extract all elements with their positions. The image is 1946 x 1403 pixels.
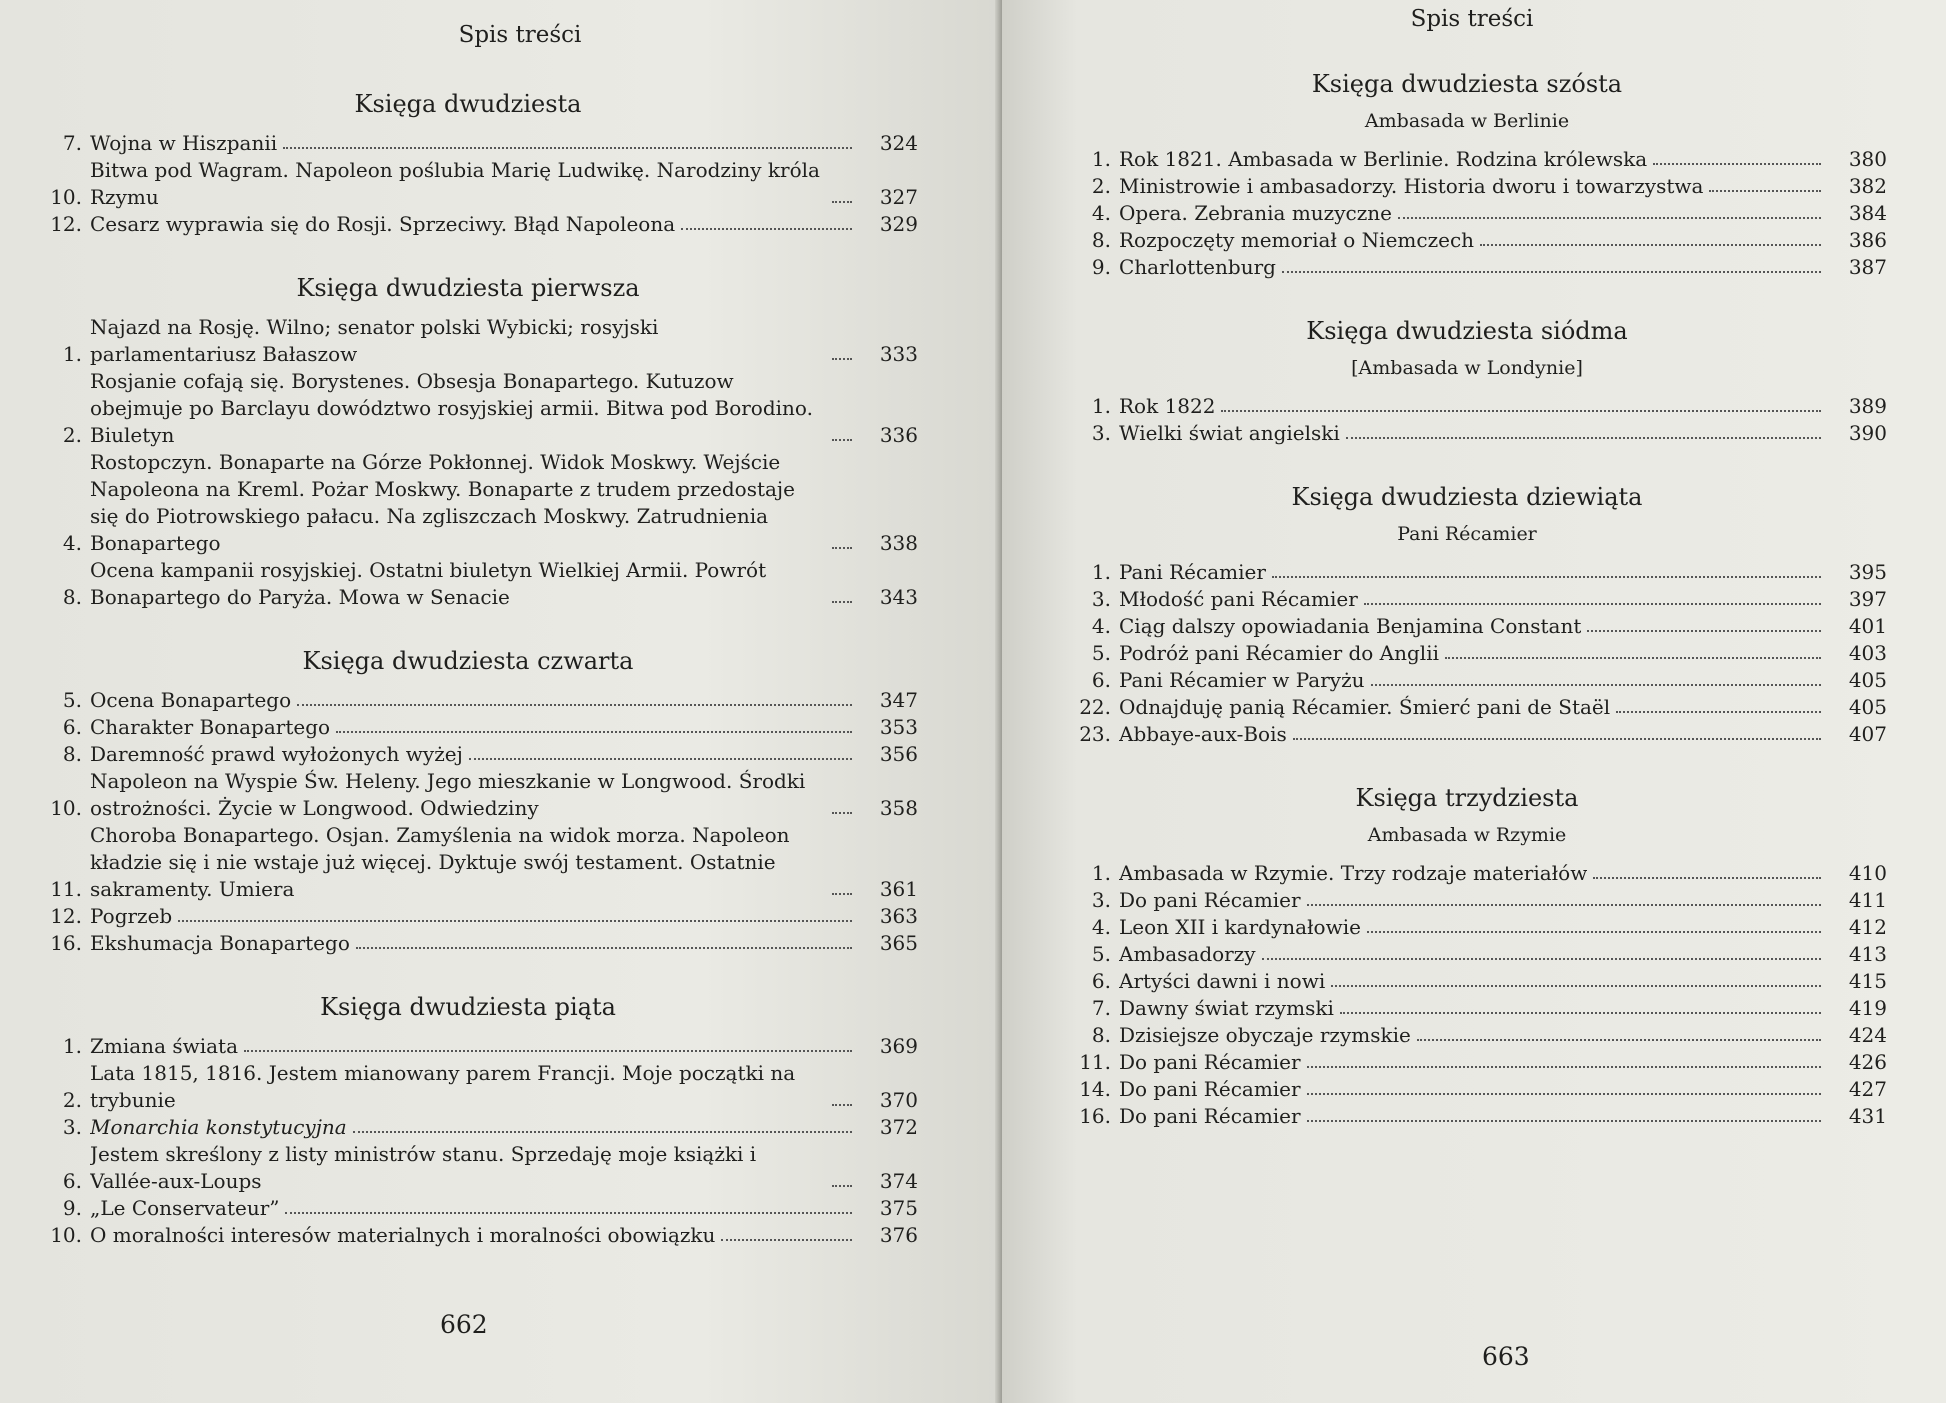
page-number: 663 [1482, 1342, 1530, 1371]
entry-number: 6. [1091, 668, 1111, 692]
entry-page-number: 401 [1848, 614, 1887, 638]
dot-leader [1445, 657, 1821, 659]
entry-page-number: 376 [879, 1223, 918, 1247]
entry-number: 6. [62, 1169, 82, 1193]
entry-number: 1. [1091, 147, 1111, 171]
entry-page-number: 372 [879, 1115, 918, 1139]
entry-title: Choroba Bonapartego. Osjan. Zamyślenia na widok morza. Napoleon kładzie się i nie wstaje już więcej. Dyktuje swój testament. Ostatnie sakramenty. Umiera [90, 823, 790, 901]
dot-leader [832, 547, 852, 549]
dot-leader [1272, 576, 1821, 578]
entry-title: Lata 1815, 1816. Jestem mianowany parem Francji. Moje początki na trybunie [90, 1061, 796, 1112]
toc-entry [1047, 995, 1887, 1022]
toc-entry [1047, 694, 1887, 721]
entry-title: Do pani Récamier [1119, 888, 1301, 912]
entry-page-number: 382 [1848, 174, 1887, 198]
dot-leader [1364, 603, 1821, 605]
toc-entry [18, 557, 918, 611]
toc-entry [18, 157, 918, 211]
entry-number: 8. [62, 742, 82, 766]
entry-page-number: 412 [1848, 915, 1887, 939]
running-head: Spis treści [1410, 6, 1534, 32]
entry-page-number: 389 [1848, 394, 1887, 418]
entry-number: 1. [1091, 560, 1111, 584]
entry-page-number: 333 [879, 342, 918, 366]
book-heading: Księga dwudziesta pierwsza [296, 274, 640, 302]
dot-leader [832, 439, 852, 441]
dot-leader [1307, 1120, 1821, 1122]
book-spacer [18, 957, 918, 975]
toc-entry [18, 211, 918, 238]
section-heading: Ambasada w Rzymie [1367, 824, 1567, 846]
toc-entry [1047, 968, 1887, 995]
dot-leader [178, 920, 852, 922]
entry-page-number: 370 [879, 1088, 918, 1112]
book-heading: Księga dwudziesta siódma [1306, 317, 1628, 345]
dot-leader [832, 601, 852, 603]
entry-page-number: 324 [879, 131, 918, 155]
entry-number: 4. [62, 531, 82, 555]
entry-page-number: 415 [1848, 969, 1887, 993]
dot-leader [1417, 1039, 1821, 1041]
book-heading: Księga dwudziesta [354, 90, 582, 118]
entry-page-number: 386 [1848, 228, 1887, 252]
toc-entry [18, 930, 918, 957]
toc-entry [18, 687, 918, 714]
entry-number: 3. [62, 1115, 82, 1139]
toc-content [18, 72, 918, 1267]
toc-entry [18, 741, 918, 768]
toc-entry [1047, 613, 1887, 640]
entry-page-number: 411 [1848, 888, 1887, 912]
dot-leader [1653, 163, 1821, 165]
dot-leader [1221, 410, 1821, 412]
entry-title: Artyści dawni i nowi [1119, 969, 1326, 993]
dot-leader [297, 704, 852, 706]
dot-leader [244, 1050, 852, 1052]
dot-leader [1340, 1012, 1821, 1014]
entry-number: 2. [62, 423, 82, 447]
entry-title: Cesarz wyprawia się do Rosji. Sprzeciwy. Błąd Napoleona [90, 212, 676, 236]
dot-leader [1371, 684, 1822, 686]
entry-number: 1. [1091, 861, 1111, 885]
entry-title: Ciąg dalszy opowiadania Benjamina Constant [1119, 614, 1582, 638]
toc-entry [1047, 559, 1887, 586]
toc-entry [1047, 200, 1887, 227]
entry-number: 3. [1091, 421, 1111, 445]
entry-page-number: 395 [1848, 560, 1887, 584]
entry-page-number: 424 [1848, 1023, 1887, 1047]
entry-title: Daremność prawd wyłożonych wyżej [90, 742, 463, 766]
entry-title: Do pani Récamier [1119, 1104, 1301, 1128]
entry-page-number: 356 [879, 742, 918, 766]
entry-number: 7. [62, 131, 82, 155]
entry-page-number: 374 [879, 1169, 918, 1193]
toc-entry [18, 314, 918, 368]
entry-number: 16. [1079, 1104, 1111, 1128]
entry-title: Wielki świat angielski [1119, 421, 1340, 445]
entry-page-number: 397 [1848, 587, 1887, 611]
dot-leader [832, 201, 852, 203]
toc-entry [18, 1195, 918, 1222]
entry-title: Ocena Bonapartego [90, 688, 292, 712]
entry-title: Do pani Récamier [1119, 1077, 1301, 1101]
entry-number: 12. [50, 904, 82, 928]
entry-number: 9. [1091, 255, 1111, 279]
entry-page-number: 361 [879, 877, 918, 901]
entry-page-number: 403 [1848, 641, 1887, 665]
dot-leader [721, 1239, 852, 1241]
entry-number: 4. [1091, 915, 1111, 939]
entry-number: 12. [50, 212, 82, 236]
entry-number: 10. [50, 796, 82, 820]
dot-leader [1262, 958, 1821, 960]
entry-number: 4. [1091, 614, 1111, 638]
entry-number: 1. [62, 342, 82, 366]
dot-leader [356, 947, 852, 949]
entry-title: Najazd na Rosję. Wilno; senator polski Wybicki; rosyjski parlamentariusz Bałaszow [90, 315, 659, 366]
entry-title: „Le Conservateur” [90, 1196, 280, 1220]
entry-title: Pani Récamier w Paryżu [1119, 668, 1365, 692]
entry-page-number: 410 [1848, 861, 1887, 885]
running-head: Spis treści [458, 22, 582, 48]
right-page [1002, 0, 1946, 1403]
entry-number: 8. [62, 585, 82, 609]
dot-leader [1307, 1093, 1821, 1095]
entry-page-number: 353 [879, 715, 918, 739]
book-spacer [18, 238, 918, 256]
toc-entry [18, 130, 918, 157]
entry-page-number: 407 [1848, 722, 1887, 746]
toc-entry [1047, 941, 1887, 968]
dot-leader [1331, 985, 1821, 987]
entry-title: Opera. Zebrania muzyczne [1119, 201, 1392, 225]
entry-number: 6. [1091, 969, 1111, 993]
entry-page-number: 419 [1848, 996, 1887, 1020]
entry-title: Zmiana świata [90, 1034, 239, 1058]
dot-leader [1282, 271, 1821, 273]
entry-page-number: 426 [1848, 1050, 1887, 1074]
entry-page-number: 336 [879, 423, 918, 447]
toc-entry [18, 1033, 918, 1060]
dot-leader [353, 1131, 852, 1133]
entry-title: Napoleon na Wyspie Św. Heleny. Jego mieszkanie w Longwood. Środki ostrożności. Życie w Longwood. Odwiedziny [90, 769, 806, 820]
entry-title: Jestem skreślony z listy ministrów stanu. Sprzedaję moje książki i Vallée-aux-Loups [90, 1142, 757, 1193]
entry-title: Ekshumacja Bonapartego [90, 931, 350, 955]
book-heading: Księga dwudziesta piąta [320, 993, 616, 1021]
book-spacer [1047, 748, 1887, 766]
entry-number: 11. [1079, 1050, 1111, 1074]
toc-entry [1047, 1103, 1887, 1130]
dot-leader [1346, 437, 1821, 439]
entry-number: 3. [1091, 587, 1111, 611]
toc-entry [1047, 667, 1887, 694]
entry-title: O moralności interesów materialnych i moralności obowiązku [90, 1223, 716, 1247]
entry-title: Rok 1822 [1119, 394, 1216, 418]
toc-entry [18, 903, 918, 930]
dot-leader [1293, 738, 1821, 740]
toc-entry [1047, 227, 1887, 254]
dot-leader [469, 758, 852, 760]
entry-number: 11. [50, 877, 82, 901]
entry-number: 2. [62, 1088, 82, 1112]
entry-number: 16. [50, 931, 82, 955]
dot-leader [1367, 931, 1821, 933]
entry-page-number: 343 [879, 585, 918, 609]
entry-number: 23. [1079, 722, 1111, 746]
entry-page-number: 363 [879, 904, 918, 928]
entry-number: 1. [62, 1034, 82, 1058]
toc-entry [1047, 173, 1887, 200]
entry-number: 7. [1091, 996, 1111, 1020]
entry-number: 10. [50, 1223, 82, 1247]
toc-content [1047, 52, 1887, 1148]
dot-leader [832, 1185, 852, 1187]
entry-page-number: 413 [1848, 942, 1887, 966]
toc-entry [1047, 146, 1887, 173]
entry-page-number: 347 [879, 688, 918, 712]
entry-title: Pani Récamier [1119, 560, 1266, 584]
entry-title: Leon XII i kardynałowie [1119, 915, 1361, 939]
entry-page-number: 338 [879, 531, 918, 555]
entry-page-number: 369 [879, 1034, 918, 1058]
entry-page-number: 387 [1848, 255, 1887, 279]
toc-entry [18, 768, 918, 822]
entry-title: Odnajduję panią Récamier. Śmierć pani de Staël [1119, 695, 1611, 719]
entry-number: 9. [62, 1196, 82, 1220]
book-heading: Księga trzydziesta [1355, 784, 1579, 812]
entry-number: 1. [1091, 394, 1111, 418]
book-spacer [18, 1249, 918, 1267]
entry-title: Do pani Récamier [1119, 1050, 1301, 1074]
toc-entry [1047, 721, 1887, 748]
dot-leader [1480, 244, 1821, 246]
toc-entry [18, 368, 918, 449]
entry-number: 5. [62, 688, 82, 712]
book-heading: Księga dwudziesta dziewiąta [1291, 483, 1643, 511]
toc-entry [1047, 887, 1887, 914]
entry-number: 6. [62, 715, 82, 739]
entry-number: 8. [1091, 228, 1111, 252]
entry-number: 3. [1091, 888, 1111, 912]
toc-entry [18, 1141, 918, 1195]
book-spacer [1047, 447, 1887, 465]
dot-leader [1307, 1066, 1821, 1068]
toc-entry [1047, 640, 1887, 667]
book-heading: Księga dwudziesta czwarta [302, 647, 634, 675]
entry-page-number: 390 [1848, 421, 1887, 445]
entry-title: Ambasada w Rzymie. Trzy rodzaje materiałów [1119, 861, 1588, 885]
entry-title: Rozpoczęty memoriał o Niemczech [1119, 228, 1475, 252]
book-heading: Księga dwudziesta szósta [1311, 70, 1623, 98]
toc-entry [1047, 586, 1887, 613]
toc-entry [18, 1114, 918, 1141]
entry-number: 10. [50, 185, 82, 209]
dot-leader [1398, 217, 1821, 219]
book-spacer [1047, 281, 1887, 299]
book-spacer [1047, 1130, 1887, 1148]
dot-leader [1587, 630, 1821, 632]
entry-number: 5. [1091, 641, 1111, 665]
entry-title: Wojna w Hiszpanii [90, 131, 278, 155]
dot-leader [1616, 711, 1821, 713]
entry-number: 4. [1091, 201, 1111, 225]
dot-leader [283, 147, 852, 149]
entry-title: Ministrowie i ambasadorzy. Historia dworu i towarzystwa [1119, 174, 1704, 198]
entry-title: Ocena kampanii rosyjskiej. Ostatni biuletyn Wielkiej Armii. Powrót Bonapartego do Paryża. Mowa w Senacie [90, 558, 767, 609]
entry-title: Charlottenburg [1119, 255, 1276, 279]
entry-title: Charakter Bonapartego [90, 715, 331, 739]
dot-leader [336, 731, 852, 733]
entry-title: Bitwa pod Wagram. Napoleon poślubia Marię Ludwikę. Narodziny króla Rzymu [90, 158, 820, 209]
dot-leader [832, 1104, 852, 1106]
entry-page-number: 358 [879, 796, 918, 820]
entry-page-number: 431 [1848, 1104, 1887, 1128]
entry-number: 5. [1091, 942, 1111, 966]
section-heading: Pani Récamier [1397, 523, 1537, 545]
toc-entry [1047, 1076, 1887, 1103]
entry-number: 22. [1079, 695, 1111, 719]
entry-title: Rosjanie cofają się. Borystenes. Obsesja Bonapartego. Kutuzow obejmuje po Barclayu dowództwo rosyjskiej armii. Bitwa pod Borodino. Biuletyn [90, 369, 813, 447]
dot-leader [285, 1212, 852, 1214]
dot-leader [832, 358, 852, 360]
entry-title: Ambasadorzy [1119, 942, 1256, 966]
entry-title: Dzisiejsze obyczaje rzymskie [1119, 1023, 1411, 1047]
entry-title: Abbaye-aux-Bois [1119, 722, 1287, 746]
entry-title: Rostopczyn. Bonaparte na Górze Pokłonnej. Widok Moskwy. Wejście Napoleona na Kreml. Pożar Moskwy. Bonaparte z trudem przedostaje się do Piotrowskiego pałacu. Na zgliszczach Moskwy. Zatrudnienia Bonapartego [90, 450, 795, 555]
toc-entry [18, 1222, 918, 1249]
toc-entry [1047, 914, 1887, 941]
entry-title: Monarchia konstytucyjna [90, 1115, 347, 1139]
entry-page-number: 365 [879, 931, 918, 955]
toc-entry [1047, 1022, 1887, 1049]
entry-page-number: 427 [1848, 1077, 1887, 1101]
entry-page-number: 380 [1848, 147, 1887, 171]
entry-title: Pogrzeb [90, 904, 173, 928]
page-number: 662 [440, 1310, 488, 1339]
toc-entry [1047, 254, 1887, 281]
toc-entry [1047, 393, 1887, 420]
entry-page-number: 329 [879, 212, 918, 236]
dot-leader [1307, 904, 1821, 906]
toc-entry [1047, 860, 1887, 887]
toc-entry [18, 714, 918, 741]
entry-number: 8. [1091, 1023, 1111, 1047]
section-heading: [Ambasada w Londynie] [1351, 357, 1583, 379]
entry-page-number: 405 [1848, 695, 1887, 719]
entry-number: 14. [1079, 1077, 1111, 1101]
entry-title: Dawny świat rzymski [1119, 996, 1334, 1020]
entry-page-number: 405 [1848, 668, 1887, 692]
entry-title: Podróż pani Récamier do Anglii [1119, 641, 1439, 665]
toc-entry [18, 449, 918, 557]
entry-page-number: 384 [1848, 201, 1887, 225]
section-heading: Ambasada w Berlinie [1364, 110, 1570, 132]
entry-page-number: 375 [879, 1196, 918, 1220]
toc-entry [1047, 1049, 1887, 1076]
book-spacer [18, 611, 918, 629]
toc-entry [18, 1060, 918, 1114]
dot-leader [1593, 877, 1821, 879]
dot-leader [681, 228, 852, 230]
dot-leader [1709, 190, 1821, 192]
entry-number: 2. [1091, 174, 1111, 198]
toc-entry [1047, 420, 1887, 447]
entry-page-number: 327 [879, 185, 918, 209]
toc-entry [18, 822, 918, 903]
dot-leader [832, 893, 852, 895]
entry-title: Młodość pani Récamier [1119, 587, 1358, 611]
dot-leader [832, 812, 852, 814]
entry-title: Rok 1821. Ambasada w Berlinie. Rodzina królewska [1119, 147, 1648, 171]
